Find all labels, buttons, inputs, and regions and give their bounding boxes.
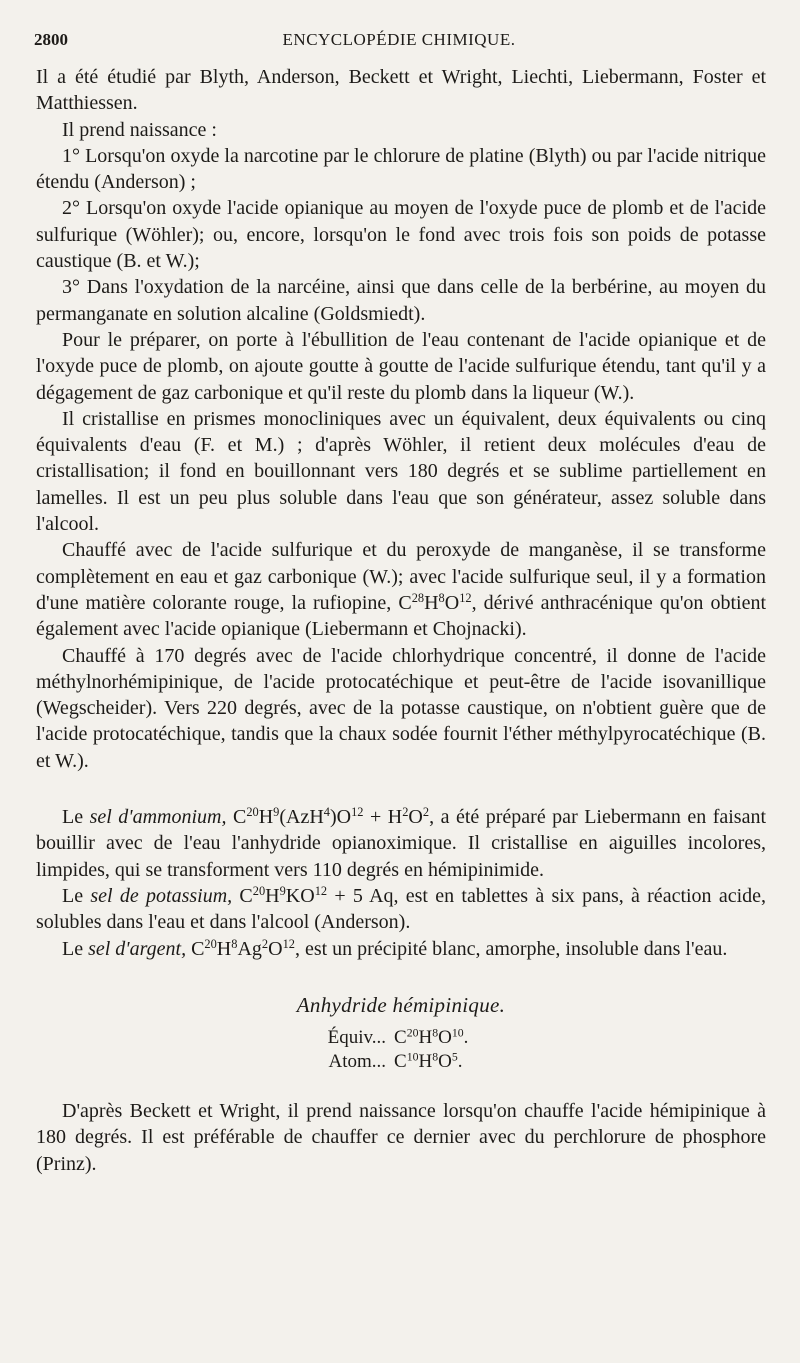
section-title: Anhydride hémipinique. (296, 992, 506, 1017)
paragraph: 3° Dans l'oxydation de la narcéine, ainsi que dans celle de la berbérine, au moyen du permanganate en solution alcaline (Goldsmiedt). (36, 276, 766, 325)
paragraph: 1° Lorsqu'on oxyde la narcotine par le chlorure de platine (Blyth) ou par l'acide nitrique étendu (Anderson) ; (36, 144, 766, 194)
paragraph: Le sel de potassium, $C^{20}H^9KO^{12} + 5$ Aq, est en tablettes à six pans, à réaction acide, solubles dans l'eau et dans l'alcool (Anderson). (36, 884, 767, 934)
paragraph: 2° Lorsqu'on oxyde l'acide opianique au moyen de l'oxyde puce de plomb et de l'acide sulfurique (Wöhler); ou, encore, lorsqu'on le fond avec trois fois son poids de potasse caustique (B. et W.); (36, 197, 766, 273)
paragraph: Chauffé à 170 degrés avec de l'acide chlorhydrique concentré, il donne de l'acide méthylnorhémipinique, de l'acide protocatéchique et peut-être de l'acide isovanillique (Wegscheider). Vers 220 degrés, avec de la potasse caustique, on n'obtient guère que de l'acide protocatéchique, tandis que la chaux sodée fournit l'éther méthylpyrocatéchique (B. et W.). (36, 644, 766, 772)
paragraph: Chauffé avec de l'acide sulfurique et du peroxyde de manganèse, il se transforme complètement en eau et gaz carbonique (W.); avec l'acide sulfurique seul, il y a formation d'une matière colorante rouge, la rufiopine, $C^{28}H^8O^{12}$, dérivé anthracénique qu'on obtient également avec l'acide opianique (Liebermann et Chojnacki). (36, 539, 767, 641)
formula-row-atom: Atom... $C^{10}H^8O^5$. (328, 1050, 463, 1073)
running-title: ENCYCLOPÉDIE CHIMIQUE. (282, 30, 516, 49)
salt-name: sel de potassium, (90, 884, 233, 907)
paragraph: Le sel d'ammonium, $C^{20}H^9(AzH^4)O^{12} + H^2O^2$, a été préparé par Liebermann en faisant bouillir avec de l'eau l'anhydride opianoximique. Il cristallise en aiguilles incolores, limpides, qui se transforment vers 110 degrés en hémipinimide. (36, 805, 767, 881)
page-body (36, 64, 766, 1177)
formula-block (291, 1026, 511, 1074)
paragraph: Il prend naissance : (62, 118, 217, 141)
paragraph: Pour le préparer, on porte à l'ébullition de l'eau contenant de l'acide opianique et de l'oxyde puce de plomb, on ajoute goutte à goutte de l'acide sulfurique étendu, tant qu'il y a dégagement de gaz carbonique et qu'il reste du plomb dans la liqueur (W.). (36, 328, 766, 404)
page-header (34, 30, 764, 54)
paragraph: Le sel d'argent, $C^{20}H^8Ag^2O^{12}$, est un précipité blanc, amorphe, insoluble dans l'eau. (62, 936, 728, 960)
paragraph: Il cristallise en prismes monocliniques avec un équivalent, deux équivalents ou cinq équivalents d'eau (F. et M.) ; d'après Wöhler, il retient deux molécules d'eau de cristallisation; il fond en bouillonnant vers 180 degrés et se sublime partiellement en lamelles. Il est un peu plus soluble dans l'eau que son générateur, assez soluble dans l'alcool. (36, 407, 766, 536)
paragraph: Il a été étudié par Blyth, Anderson, Beckett et Wright, Liechti, Liebermann, Foster et Matthiessen. (36, 66, 766, 115)
formula-row-equiv: Équiv... $C^{20}H^8O^{10}$. (327, 1026, 469, 1049)
salt-name: sel d'ammonium, (89, 806, 227, 829)
salt-name: sel d'argent, (88, 937, 187, 960)
page-number: 2800 (34, 30, 68, 49)
paragraph: D'après Beckett et Wright, il prend naissance lorsqu'on chauffe l'acide hémipinique à 180 degrés. Il est préférable de chauffer ce dernier avec du perchlorure de phosphore (Prinz). (36, 1100, 766, 1175)
